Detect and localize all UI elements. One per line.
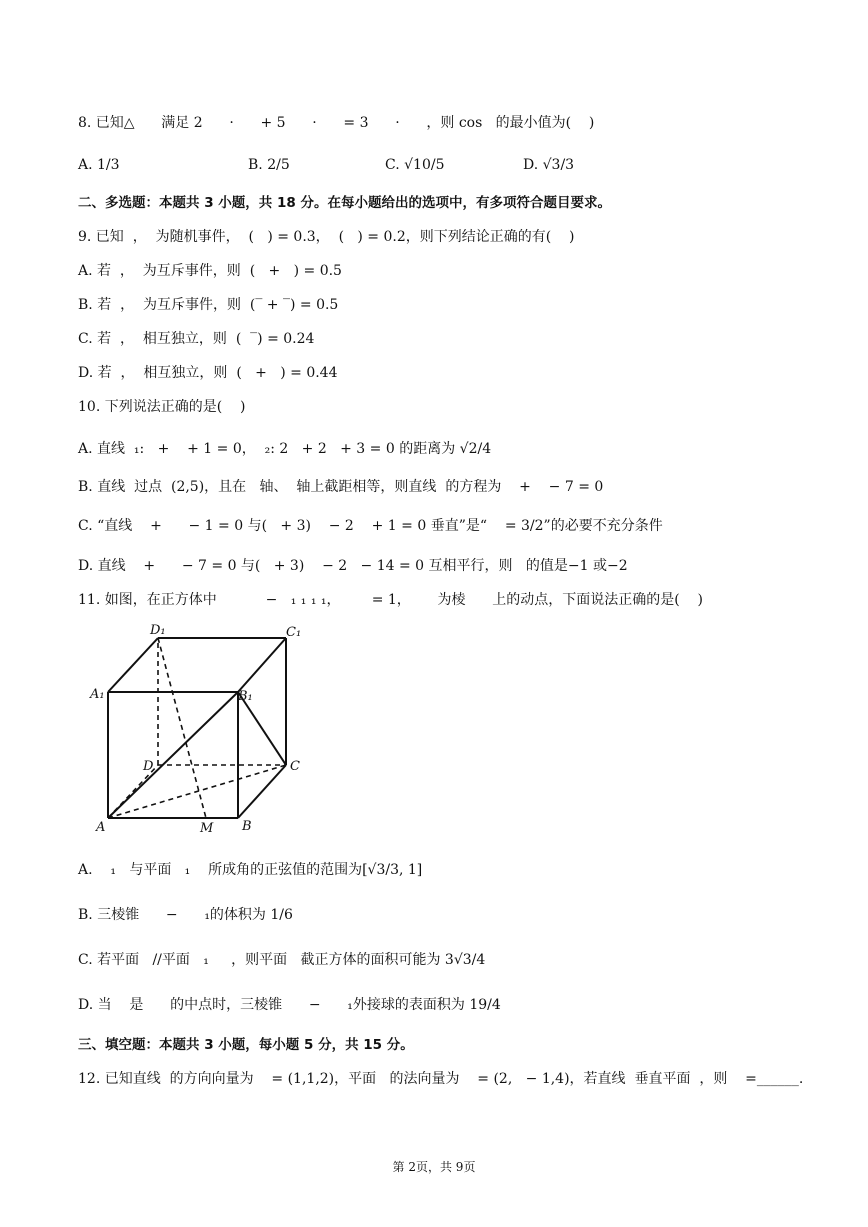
q9-stem: 9. 已知 ， 为随机事件， ( ) = 0.3， ( ) = 0.2，则下列结论正确的有( )	[78, 229, 575, 245]
q10-option-c: C. “直线 + − 1 = 0 与( + 3) − 2 + 1 = 0 垂直”是“ = 3/2”的必要不充分条件	[78, 518, 663, 534]
edge-a1-d1	[108, 638, 158, 692]
page-footer: 第 2页，共 9页	[392, 1160, 476, 1174]
q11-option-b: B. 三棱锥 − ₁的体积为 1/6	[78, 907, 293, 923]
q11-option-d: D. 当 是 的中点时，三棱锥 − ₁外接球的表面积为 19/4	[78, 997, 501, 1013]
q8-option-d: D. √3/3	[523, 157, 575, 173]
edge-b-c	[238, 765, 286, 818]
q8-option-c: C. √10/5	[385, 157, 445, 173]
label-b1: B₁	[238, 689, 253, 704]
q11-option-a: A. ₁ 与平面 ₁ 所成角的正弦值的范围为[√3/3, 1]	[78, 862, 423, 878]
q8-stem: 8. 已知△ 满足 2 · + 5 · = 3 · ，则 cos 的最小值为( )	[78, 115, 595, 131]
label-a: A	[96, 820, 106, 835]
label-d1: D₁	[150, 623, 166, 638]
q10-option-d: D. 直线 + − 7 = 0 与( + 3) − 2 − 14 = 0 互相平行，则 的值是−1 或−2	[78, 558, 628, 574]
q9-option-c: C. 若 ， 相互独立，则 ( ‾) = 0.24	[78, 331, 315, 347]
q8-option-b: B. 2/5	[248, 157, 290, 173]
label-m: M	[200, 821, 214, 836]
q8-option-a: A. 1/3	[78, 157, 120, 173]
q11-option-c: C. 若平面 //平面 ₁ ，则平面 截正方体的面积可能为 3√3/4	[78, 952, 486, 968]
section-2-heading: 二、多选题：本题共 3 小题，共 18 分。在每小题给出的选项中，有多项符合题目要求。	[78, 195, 611, 211]
label-d: D	[143, 759, 154, 774]
section-3-heading: 三、填空题：本题共 3 小题，每小题 5 分，共 15 分。	[78, 1037, 414, 1053]
label-c1: C₁	[286, 625, 302, 640]
q9-option-b: B. 若 ， 为互斥事件，则 (‾ + ‾) = 0.5	[78, 297, 339, 313]
label-b: B	[242, 819, 252, 834]
q9-option-a: A. 若 ， 为互斥事件，则 ( + ) = 0.5	[78, 263, 342, 279]
label-c: C	[290, 759, 300, 774]
q12-stem: 12. 已知直线 的方向向量为 = (1,1,2)，平面 的法向量为 = (2, − 1,4)，若直线 垂直平面 ，则 =______.	[78, 1071, 804, 1087]
q10-stem: 10. 下列说法正确的是( )	[78, 399, 246, 415]
q9-option-d: D. 若 ， 相互独立，则 ( + ) = 0.44	[78, 365, 338, 381]
edge-b1-c1	[238, 638, 286, 692]
q10-option-b: B. 直线 过点 (2,5)，且在 轴、 轴上截距相等，则直线 的方程为 + − 7 = 0	[78, 479, 604, 495]
cube-figure	[88, 618, 338, 838]
label-a1: A₁	[90, 687, 105, 702]
q11-stem: 11. 如图，在正方体中 − ₁ ₁ ₁ ₁， = 1， 为棱 上的动点，下面说法正确的是( )	[78, 592, 703, 608]
q10-option-a: A. 直线 ₁: + + 1 = 0， ₂: 2 + 2 + 3 = 0 的距离为 √2/4	[78, 441, 492, 457]
